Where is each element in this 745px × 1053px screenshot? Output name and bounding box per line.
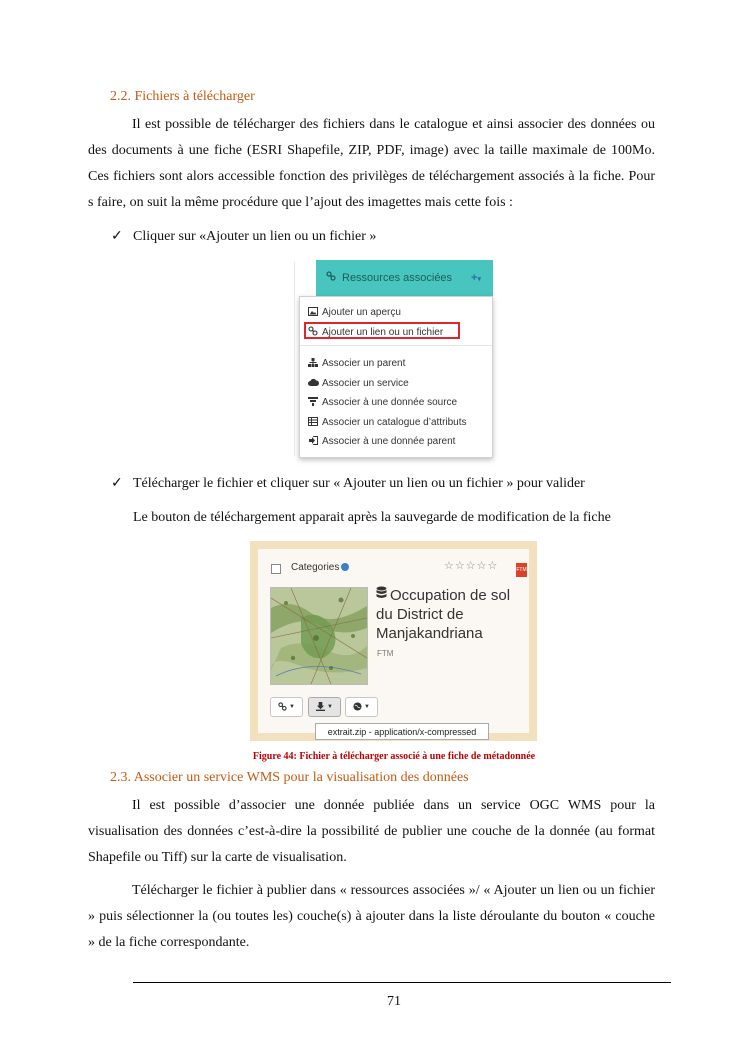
bullet-item	[111, 475, 585, 492]
link-icon	[278, 702, 287, 713]
bullet-text: Télécharger le fichier et cliquer sur « Ajouter un lien ou un fichier » pour valider	[133, 476, 585, 491]
menu-item-label: Associer un parent	[322, 357, 406, 369]
plus-icon: +▾	[471, 272, 481, 284]
download-dropdown-button[interactable]	[308, 697, 341, 717]
chevron-down-icon: ▼	[327, 704, 333, 710]
organisation-name: FTM	[377, 649, 394, 658]
sitemap-icon	[308, 358, 322, 369]
database-icon	[376, 586, 387, 605]
menu-item-associate-service[interactable]	[308, 375, 409, 391]
menu-item-associate-source[interactable]	[308, 394, 457, 410]
rating-stars[interactable]: ☆☆☆☆☆	[444, 560, 499, 572]
download-tooltip: extrait.zip - application/x-compressed	[315, 723, 489, 740]
menu-item-label: Associer un service	[322, 377, 409, 389]
categories-text: Categories	[291, 562, 340, 573]
download-icon	[316, 702, 325, 713]
menu-item-label: Associer à une donnée source	[322, 396, 458, 408]
highlight-box	[304, 322, 460, 339]
section-heading-2-3: 2.3. Associer un service WMS pour la visualisation des données	[110, 770, 469, 785]
organisation-logo: FTM	[516, 563, 527, 577]
menu-item-label: Ajouter un lien ou un fichier	[322, 326, 444, 338]
table-icon	[308, 417, 322, 428]
menu-item-label: Associer un catalogue d’attributs	[322, 416, 467, 428]
associated-resources-button[interactable]	[316, 260, 493, 296]
screenshot-metadata-card	[250, 541, 537, 741]
link-icon	[326, 271, 336, 284]
section-paragraph: Il est possible d’associer une donnée publiée dans un service OGC WMS pour la visualisation des données c’est-à-dire la possibilité de publier une couche de la donnée (au format Shapefile ou Tiff) sur la carte de visualisation.	[88, 798, 655, 865]
figure-caption: Figure 44: Fichier à télécharger associé à une fiche de métadonnée	[252, 751, 536, 762]
menu-separator	[300, 345, 492, 346]
bullet-item	[111, 228, 376, 245]
screenshot-resources-menu	[292, 258, 496, 458]
checkmark-icon: ✓	[111, 229, 123, 244]
select-checkbox[interactable]	[271, 564, 281, 574]
record-title-text: Occupation de sol du District de Manjakandriana	[376, 587, 511, 642]
page-number: 71	[387, 994, 401, 1009]
section-paragraph: Télécharger le fichier à publier dans « ressources associées »/ « Ajouter un lien ou un fichier » puis sélectionner la (ou toutes les) couche(s) à ajouter dans la liste déroulante du bouton « couche » de la fiche correspondante.	[88, 883, 655, 950]
chevron-down-icon: ▼	[289, 704, 295, 710]
chevron-down-icon: ▼	[364, 704, 370, 710]
checkmark-icon: ✓	[111, 476, 123, 491]
menu-item-label: Associer à une donnée parent	[322, 435, 456, 447]
image-icon	[308, 307, 322, 318]
metadata-card	[258, 549, 529, 737]
links-dropdown-button[interactable]	[270, 697, 303, 717]
bullet-text: Cliquer sur «Ajouter un lien ou un fichier »	[133, 229, 377, 244]
cloud-icon	[308, 378, 322, 388]
record-title[interactable]	[376, 586, 526, 643]
divider	[294, 262, 295, 456]
menu-item-add-preview[interactable]	[308, 304, 401, 320]
section-paragraph: Il est possible de télécharger des fichiers dans le catalogue et ainsi associer des données ou des documents à une fiche (ESRI Shapefile, ZIP, PDF, image) avec la taille maximale de 100Mo. Ces fichiers sont alors accessible fonction des privilèges de téléchargement associés à la fiche. Pour s faire, on suit la même procédure que l’ajout des imagettes mais cette fois :	[88, 117, 655, 210]
dropdown-menu	[299, 296, 493, 458]
globe-dropdown-button[interactable]	[345, 697, 378, 717]
menu-item-associate-parent[interactable]	[308, 355, 405, 371]
associated-resources-label: Ressources associées	[342, 272, 453, 284]
globe-icon	[341, 563, 349, 571]
menu-item-associate-attribute-catalog[interactable]	[308, 414, 467, 430]
menu-item-associate-parent-data[interactable]	[308, 433, 455, 449]
note-text: Le bouton de téléchargement apparait après la sauvegarde de modification de la fiche	[133, 510, 611, 525]
sign-in-icon	[308, 436, 322, 447]
categories-label	[291, 562, 349, 573]
footer-divider	[133, 982, 671, 983]
menu-item-label: Ajouter un aperçu	[322, 306, 401, 318]
filter-icon	[308, 397, 322, 408]
globe-icon	[353, 702, 362, 713]
map-thumbnail	[270, 587, 368, 685]
section-heading-2-2: 2.2. Fichiers à télécharger	[110, 89, 255, 104]
